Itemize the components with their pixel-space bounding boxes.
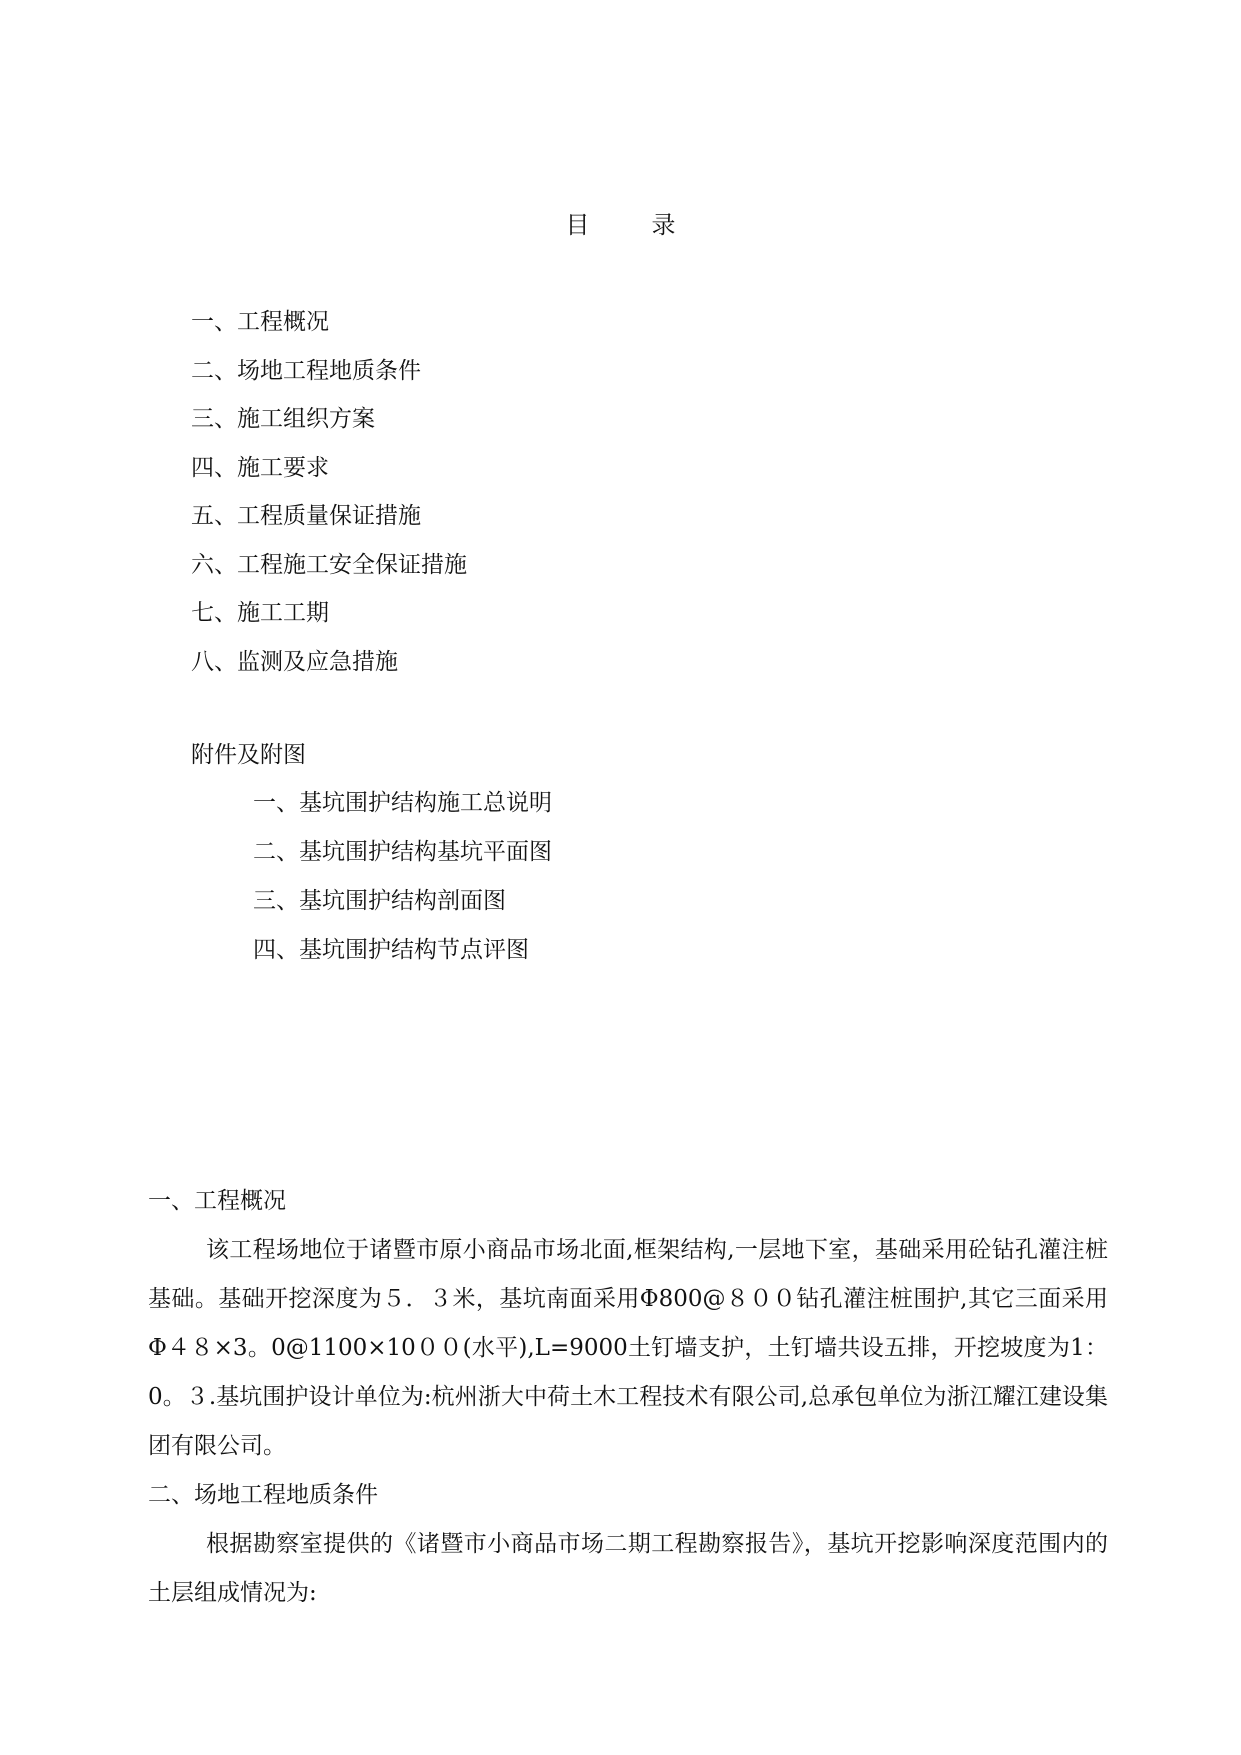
toc-item-8: 八、监测及应急措施 — [191, 648, 398, 675]
toc-item-1: 一、工程概况 — [191, 309, 329, 335]
appendix-item-4: 四、基坑围护结构节点评图 — [253, 937, 529, 963]
section-1-paragraph: 该工程场地位于诸暨市原小商品市场北面,框架结构,一层地下室，基础采用砼钻孔灌注桩基础。基础开挖深度为５．３米，基坑南面采用Φ800@８００钻孔灌注桩围护,其它三面采用Φ４８×3。0@1100×10００(水平),L=9000土钉墙支护，土钉墙共设五排，开挖坡度为1：0。３.基坑围护设计单位为:杭州浙大中荷土木工程技术有限公司,总承包单位为浙江耀江建设集团有限公司。 — [148, 1237, 1108, 1459]
section-2-heading: 二、场地工程地质条件 — [148, 1482, 378, 1508]
appendix-list — [253, 786, 552, 982]
appendix-item-3: 三、基坑围护结构剖面图 — [253, 888, 506, 914]
toc-title — [0, 205, 1241, 240]
toc-item-6: 六、工程施工安全保证措施 — [191, 551, 467, 578]
toc-item-5: 五、工程质量保证措施 — [191, 503, 421, 529]
section-2-paragraph: 根据勘察室提供的《诸暨市小商品市场二期工程勘察报告》，基坑开挖影响深度范围内的土层组成情况为: — [148, 1531, 1108, 1606]
toc-list — [191, 305, 467, 693]
appendix-item-1: 一、基坑围护结构施工总说明 — [253, 790, 552, 816]
toc-item-7: 七、施工工期 — [191, 600, 329, 626]
body-text — [148, 1177, 1108, 1618]
appendix-heading: 附件及附图 — [191, 742, 306, 768]
toc-item-4: 四、施工要求 — [191, 454, 329, 481]
toc-title-char-2: 录 — [651, 211, 676, 239]
section-1-heading: 一、工程概况 — [148, 1188, 286, 1214]
toc-item-3: 三、施工组织方案 — [191, 406, 375, 432]
toc-item-2: 二、场地工程地质条件 — [191, 357, 421, 384]
appendix-item-2: 二、基坑围护结构基坑平面图 — [253, 839, 552, 865]
toc-title-char-1: 目 — [565, 211, 590, 239]
